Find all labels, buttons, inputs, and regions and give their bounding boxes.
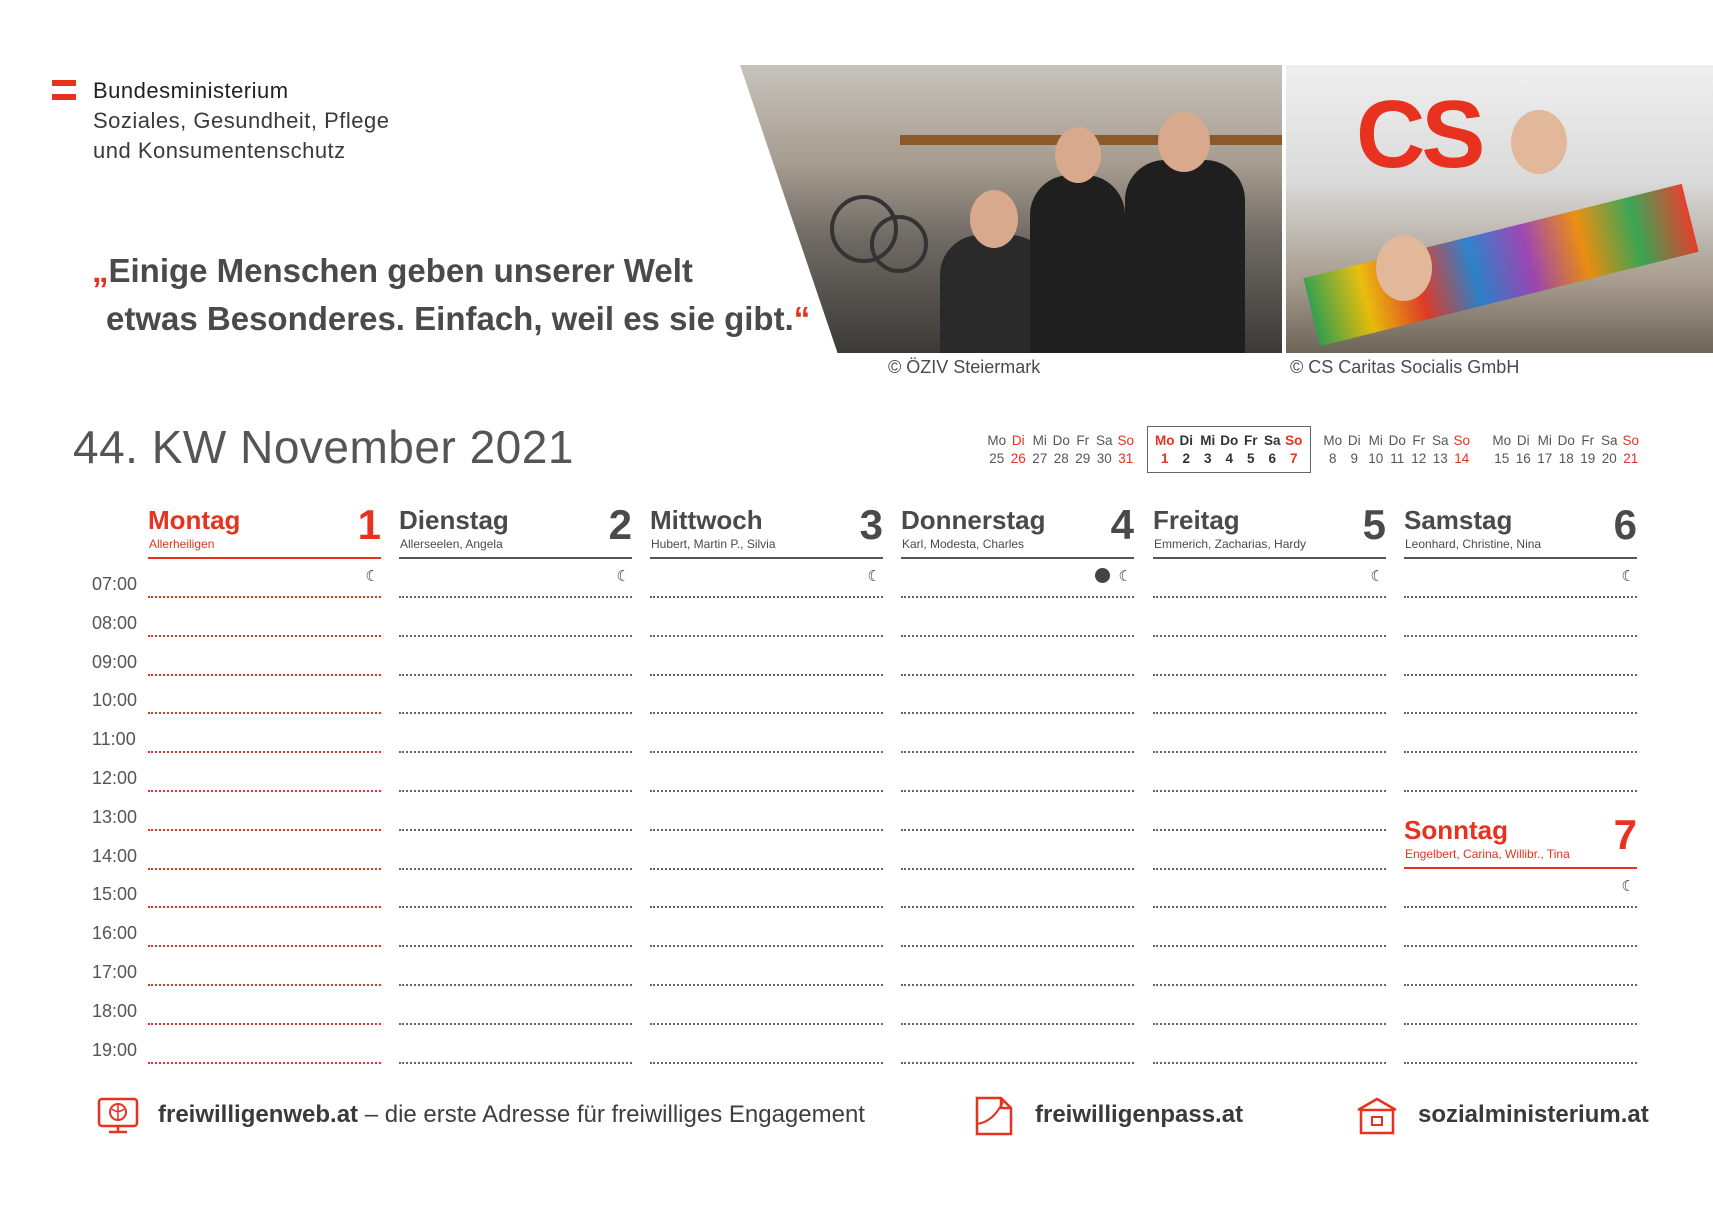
day-number: 5: [1362, 501, 1386, 548]
footer-site3-link[interactable]: sozialministerium.at: [1418, 1101, 1649, 1128]
time-slot-line[interactable]: [650, 906, 883, 908]
day-underline: [1153, 557, 1386, 559]
day-underline: [1404, 867, 1637, 869]
day-number: 7: [1613, 811, 1637, 858]
moon-phase-icon: ☾: [1621, 878, 1635, 895]
mini-calendar-date: 27: [1032, 451, 1048, 466]
day-underline: [1404, 557, 1637, 559]
mini-calendar-weekday: Fr: [1244, 433, 1258, 448]
day-number: 2: [608, 501, 632, 548]
time-slot-line[interactable]: [1404, 984, 1637, 986]
day-underline: [399, 557, 632, 559]
mini-calendar-weekday: Sa: [1600, 433, 1618, 448]
day-underline: [901, 557, 1134, 559]
moon-phase-icon: ☾: [1621, 568, 1635, 585]
mini-calendar-weekday: So: [1285, 433, 1303, 448]
mini-calendar-headers-row: [1322, 432, 1473, 450]
time-slot-line[interactable]: [650, 945, 883, 947]
footer-site2[interactable]: [1035, 1101, 1243, 1129]
day-saints: Emmerich, Zacharias, Hardy: [1154, 537, 1307, 551]
day-underline: [650, 557, 883, 559]
mini-calendar-date: 28: [1053, 451, 1069, 466]
time-slot-line[interactable]: [148, 868, 381, 870]
mini-calendar-weekday: Mo: [1492, 433, 1512, 448]
time-label: 19:00: [92, 1039, 138, 1060]
mini-calendar-days-row: [1322, 450, 1473, 468]
mini-calendar-days-row: [1491, 450, 1642, 468]
time-slot-line[interactable]: [1404, 790, 1637, 792]
mini-calendar-date: 15: [1494, 451, 1510, 466]
time-slot-line[interactable]: [650, 635, 883, 637]
time-slot-line[interactable]: [650, 751, 883, 753]
time-label: 15:00: [92, 884, 138, 905]
mini-calendar-date: 4: [1225, 451, 1233, 466]
time-slot-line[interactable]: [901, 635, 1134, 637]
time-slot-line[interactable]: [650, 596, 883, 598]
time-slot-line[interactable]: [148, 984, 381, 986]
mini-calendar-weekday: Di: [1179, 433, 1193, 448]
time-slot-line[interactable]: [399, 712, 632, 714]
day-name: Freitag: [1153, 505, 1240, 535]
cs-logo: CS: [1356, 81, 1482, 188]
footer-site1-link[interactable]: freiwilligenweb.at: [158, 1101, 359, 1128]
time-slot-line[interactable]: [650, 1062, 883, 1064]
house-icon: [1356, 1096, 1398, 1136]
time-slot-line[interactable]: [1153, 674, 1386, 676]
time-slot-line[interactable]: [650, 1023, 883, 1025]
mini-calendar-date: 5: [1246, 451, 1255, 466]
mini-calendar-date: 30: [1096, 451, 1112, 466]
time-slot-line[interactable]: [1404, 1023, 1637, 1025]
mini-calendar-weekday: So: [1453, 433, 1470, 448]
time-slot-line[interactable]: [148, 635, 381, 637]
time-label: 09:00: [92, 651, 138, 672]
time-slot-line[interactable]: [901, 596, 1134, 598]
mini-calendar-date: 3: [1203, 451, 1212, 466]
time-label: 18:00: [92, 1000, 138, 1021]
time-slot-line[interactable]: [901, 1023, 1134, 1025]
time-slot-line[interactable]: [1153, 984, 1386, 986]
mini-calendar-4: [1491, 432, 1642, 468]
day-name: Dienstag: [399, 505, 509, 535]
day-name: Mittwoch: [650, 505, 763, 535]
day-number: 3: [859, 501, 883, 548]
ministry-name: [93, 76, 390, 166]
time-slot-line[interactable]: [650, 674, 883, 676]
time-slot-line[interactable]: [148, 751, 381, 753]
time-slot-line[interactable]: [901, 790, 1134, 792]
mini-calendar-1: [986, 432, 1137, 468]
time-slot-line[interactable]: [148, 712, 381, 714]
footer-site2-link[interactable]: freiwilligenpass.at: [1035, 1101, 1244, 1128]
footer-site1-tagline: – die erste Adresse für freiwilliges Engagement: [358, 1101, 865, 1128]
quote-line-1: Einige Menschen geben unserer Welt: [108, 252, 693, 289]
time-label: 11:00: [92, 729, 136, 750]
mini-calendar-headers-row: [1154, 432, 1305, 450]
ministry-line-1: Bundesministerium: [93, 78, 289, 103]
mini-calendar-days-row: [986, 450, 1137, 468]
mini-calendar-weekday: Di: [1347, 433, 1361, 448]
day-underline: [148, 557, 381, 559]
computer-globe-icon: [97, 1096, 139, 1136]
mini-calendar-weekday: Mo: [1323, 433, 1343, 448]
time-slot-line[interactable]: [1404, 712, 1637, 714]
time-slot-line[interactable]: [399, 1062, 632, 1064]
time-slot-line[interactable]: [399, 984, 632, 986]
day-saints: Hubert, Martin P., Silvia: [651, 537, 776, 551]
time-slot-line[interactable]: [901, 829, 1134, 831]
time-slot-line[interactable]: [148, 1023, 381, 1025]
time-slot-line[interactable]: [901, 1062, 1134, 1064]
mini-calendar-date: 17: [1537, 451, 1553, 466]
full-moon-icon: [1095, 568, 1110, 583]
time-slot-line[interactable]: [901, 868, 1134, 870]
ministry-line-2: Soziales, Gesundheit, Pflege: [93, 108, 390, 133]
moon-phase-icon: ☾: [1118, 568, 1132, 585]
day-name: Donnerstag: [901, 505, 1046, 535]
mini-calendar-date: 10: [1368, 451, 1384, 466]
photo-credit-2: © CS Caritas Socialis GmbH: [1290, 357, 1520, 377]
quote-close-mark: “: [793, 300, 811, 337]
mini-calendar-date: 1: [1160, 451, 1169, 466]
time-label: 08:00: [92, 612, 138, 633]
quote-line-2: etwas Besonderes. Einfach, weil es sie gibt.: [106, 300, 794, 337]
day-saints: Engelbert, Carina, Willibr., Tina: [1405, 847, 1570, 861]
mini-calendar-date: 25: [989, 451, 1005, 466]
time-slot-line[interactable]: [1404, 635, 1637, 637]
time-slot-line[interactable]: [148, 1062, 381, 1064]
time-slot-line[interactable]: [1153, 1023, 1386, 1025]
time-slot-line[interactable]: [1153, 1062, 1386, 1064]
mini-calendar-date: 14: [1454, 451, 1470, 466]
mini-calendar-weekday: Mo: [1155, 433, 1175, 448]
day-saints: Leonhard, Christine, Nina: [1405, 537, 1542, 551]
time-slot-line[interactable]: [1153, 596, 1386, 598]
mini-calendar-date: 19: [1580, 451, 1596, 466]
time-slot-line[interactable]: [1153, 790, 1386, 792]
mini-calendar-date: 7: [1289, 451, 1298, 466]
mini-calendar-weekday: Mi: [1032, 433, 1047, 448]
day-name: Montag: [148, 505, 241, 535]
time-slot-line[interactable]: [901, 984, 1134, 986]
day-saints: Allerseelen, Angela: [400, 537, 503, 551]
time-slot-line[interactable]: [399, 751, 632, 753]
mini-calendar-weekday: Do: [1220, 433, 1239, 448]
photo-credit-1: © ÖZIV Steiermark: [888, 357, 1041, 377]
day-number: 1: [357, 501, 381, 548]
mini-calendar-weekday: So: [1622, 433, 1639, 448]
mini-calendar-date: 29: [1075, 451, 1091, 466]
time-slot-line[interactable]: [148, 906, 381, 908]
mini-calendar-date: 12: [1411, 451, 1427, 466]
mini-calendar-date: 6: [1268, 451, 1276, 466]
ministry-line-3: und Konsumentenschutz: [93, 138, 346, 163]
time-slot-line[interactable]: [399, 674, 632, 676]
mini-calendar-weekday: Do: [1052, 433, 1070, 448]
time-slot-line[interactable]: [399, 596, 632, 598]
time-slot-line[interactable]: [1404, 945, 1637, 947]
time-slot-line[interactable]: [650, 868, 883, 870]
time-slot-line[interactable]: [1404, 751, 1637, 753]
time-slot-line[interactable]: [399, 906, 632, 908]
moon-phase-icon: ☾: [365, 568, 379, 585]
mini-calendar-date: 21: [1623, 451, 1639, 466]
mini-calendar-weekday: Fr: [1076, 433, 1090, 448]
mini-calendar-weekday: Do: [1388, 433, 1406, 448]
day-number: 4: [1110, 501, 1134, 548]
time-label: 10:00: [92, 690, 138, 711]
time-slot-line[interactable]: [650, 712, 883, 714]
time-slot-line[interactable]: [399, 829, 632, 831]
mini-calendar-weekday: So: [1117, 433, 1134, 448]
quote-open-mark: „: [92, 252, 109, 289]
week-title: 44. KW November 2021: [73, 421, 574, 473]
moon-phase-icon: ☾: [616, 568, 630, 585]
mini-calendar-2: [1154, 432, 1305, 468]
mini-calendar-weekday: Fr: [1581, 433, 1595, 448]
time-slot-line[interactable]: [650, 829, 883, 831]
time-slot-line[interactable]: [901, 751, 1134, 753]
mini-calendar-headers-row: [986, 432, 1137, 450]
time-slot-line[interactable]: [1404, 596, 1637, 598]
mini-calendar-weekday: Mi: [1368, 433, 1383, 448]
time-slot-line[interactable]: [148, 945, 381, 947]
moon-phase-icon: ☾: [867, 568, 881, 585]
mini-calendar-headers-row: [1491, 432, 1642, 450]
mini-calendar-date: 9: [1350, 451, 1358, 466]
time-slot-line[interactable]: [148, 674, 381, 676]
photo-caritas-socialis: [1286, 65, 1713, 353]
time-slot-line[interactable]: [1153, 751, 1386, 753]
day-name: Samstag: [1404, 505, 1513, 535]
mini-calendar-date: 18: [1558, 451, 1574, 466]
time-slot-line[interactable]: [1153, 829, 1386, 831]
mini-calendar-date: 8: [1328, 451, 1337, 466]
mini-calendar-date: 31: [1118, 451, 1134, 466]
time-slot-line[interactable]: [1153, 635, 1386, 637]
time-slot-line[interactable]: [1404, 906, 1637, 908]
mini-calendar-date: 20: [1601, 451, 1617, 466]
time-label: 16:00: [92, 923, 138, 944]
mini-calendar-weekday: Fr: [1412, 433, 1426, 448]
mini-calendar-date: 26: [1010, 451, 1026, 466]
time-slot-line[interactable]: [1404, 674, 1637, 676]
time-slot-line[interactable]: [1153, 868, 1386, 870]
time-label: 13:00: [92, 806, 138, 827]
mini-calendar-days-row: [1154, 450, 1305, 468]
time-slot-line[interactable]: [650, 790, 883, 792]
day-number: 6: [1613, 501, 1637, 548]
time-slot-line[interactable]: [399, 868, 632, 870]
time-label: 17:00: [92, 962, 138, 982]
photo-oeziv-steiermark: [740, 65, 1282, 353]
mini-calendar-weekday: Di: [1516, 433, 1530, 448]
mini-calendar-3: [1322, 432, 1473, 468]
day-saints: Allerheiligen: [149, 537, 215, 551]
time-slot-line[interactable]: [148, 790, 381, 792]
day-name: Sonntag: [1404, 815, 1508, 845]
time-slot-line[interactable]: [901, 674, 1134, 676]
mini-calendar-date: 2: [1182, 451, 1190, 466]
mini-calendar-weekday: Mi: [1537, 433, 1552, 448]
time-slot-line[interactable]: [901, 906, 1134, 908]
time-slot-line[interactable]: [650, 984, 883, 986]
time-slot-line[interactable]: [148, 596, 381, 598]
mini-calendar-date: 11: [1390, 451, 1405, 466]
mini-calendar-weekday: Sa: [1431, 433, 1449, 448]
mini-calendar-weekday: Sa: [1095, 433, 1113, 448]
time-slot-line[interactable]: [1153, 712, 1386, 714]
time-label: 07:00: [92, 574, 138, 594]
time-label: 14:00: [92, 845, 138, 866]
mini-calendar-weekday: Mo: [987, 433, 1007, 448]
time-slot-line[interactable]: [1153, 906, 1386, 908]
mini-calendar-weekday: Do: [1557, 433, 1575, 448]
mini-calendar-date: 13: [1432, 451, 1448, 466]
austria-flag-logo: [52, 80, 76, 100]
time-slot-line[interactable]: [399, 635, 632, 637]
time-slot-line[interactable]: [901, 945, 1134, 947]
time-slot-line[interactable]: [1153, 945, 1386, 947]
quote: [92, 247, 810, 343]
mini-calendar-date: 16: [1515, 451, 1531, 466]
mini-calendar-weekday: Mi: [1200, 433, 1216, 448]
time-slot-line[interactable]: [1404, 1062, 1637, 1064]
time-slot-line[interactable]: [148, 829, 381, 831]
time-slot-line[interactable]: [399, 1023, 632, 1025]
mini-calendar-weekday: Sa: [1263, 433, 1281, 448]
time-slot-line[interactable]: [901, 712, 1134, 714]
time-slot-line[interactable]: [399, 790, 632, 792]
footer-site3[interactable]: [1418, 1101, 1649, 1129]
document-icon: [973, 1096, 1015, 1136]
footer-site1[interactable]: [158, 1101, 865, 1129]
time-label: 12:00: [92, 768, 138, 788]
mini-calendar-weekday: Di: [1011, 433, 1025, 448]
moon-phase-icon: ☾: [1370, 568, 1384, 585]
day-saints: Karl, Modesta, Charles: [902, 537, 1025, 551]
time-slot-line[interactable]: [399, 945, 632, 947]
